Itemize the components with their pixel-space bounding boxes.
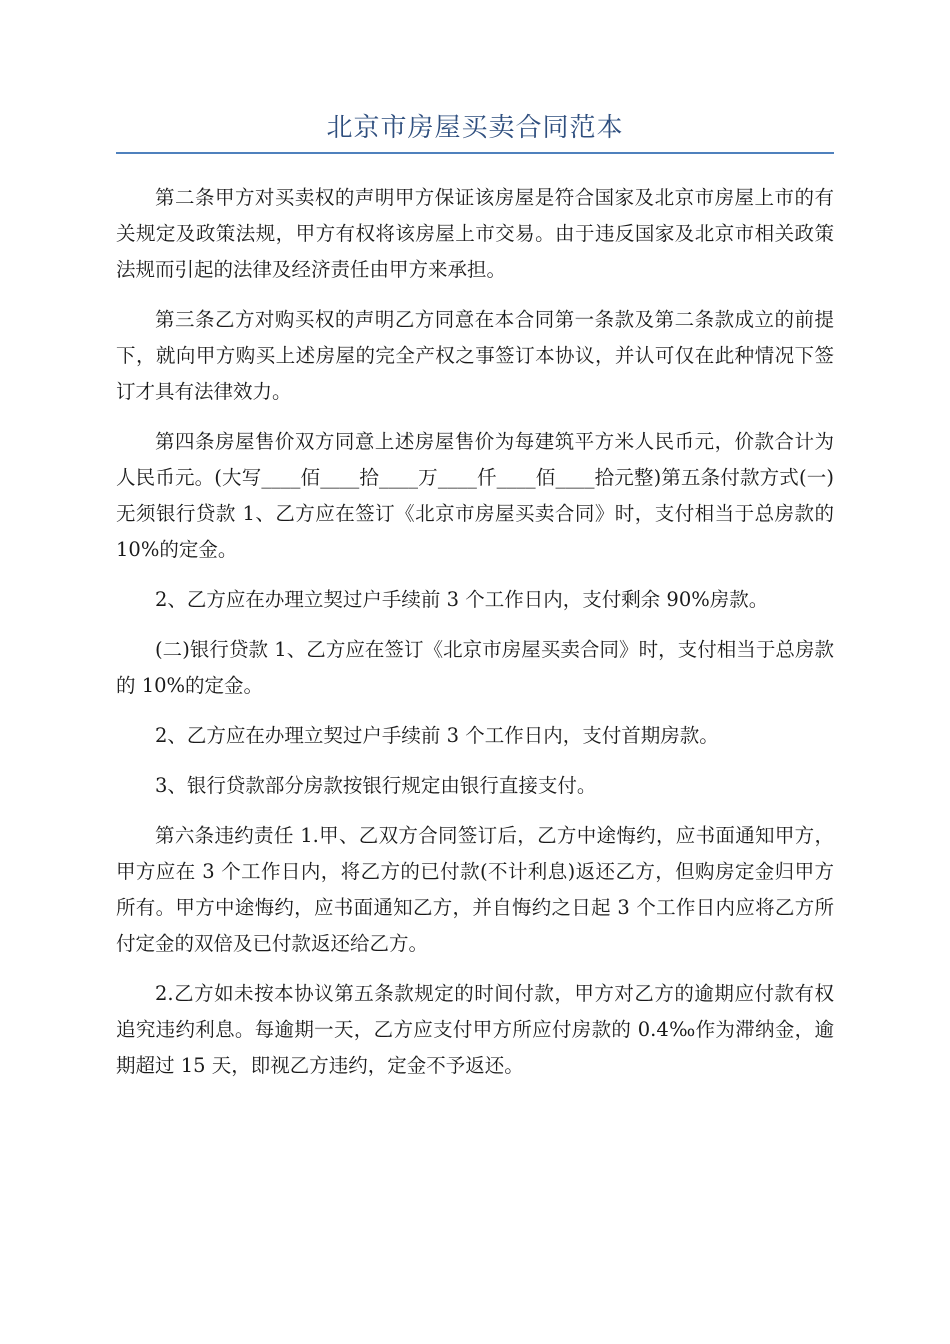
title-underline bbox=[116, 152, 834, 154]
paragraph-bank-loan: (二)银行贷款 1、乙方应在签订《北京市房屋买卖合同》时，支付相当于总房款的 10%的定金。 bbox=[116, 638, 834, 697]
paragraph-article-6: 第六条违约责任 1.甲、乙双方合同签订后，乙方中途悔约，应书面通知甲方，甲方应在 3 个工作日内，将乙方的已付款(不计利息)返还乙方，但购房定金归甲方所有。甲方中途悔约，应书面通知乙方，并自悔约之日起 3 个工作日内应将乙方所付定金的双倍及已付款返还给乙方。 bbox=[116, 824, 834, 955]
paragraph-article-3: 第三条乙方对购买权的声明乙方同意在本合同第一条款及第二条款成立的前提下，就向甲方购买上述房屋的完全产权之事签订本协议，并认可仅在此种情况下签订才具有法律效力。 bbox=[116, 308, 834, 403]
document-title: 北京市房屋买卖合同范本 bbox=[326, 113, 624, 143]
paragraph-article-2: 第二条甲方对买卖权的声明甲方保证该房屋是符合国家及北京市房屋上市的有关规定及政策法规，甲方有权将该房屋上市交易。由于违反国家及北京市相关政策法规而引起的法律及经济责任由甲方来承担。 bbox=[116, 186, 834, 281]
paragraph-first-payment: 2、乙方应在办理立契过户手续前 3 个工作日内，支付首期房款。 bbox=[155, 724, 719, 747]
document-page bbox=[116, 108, 834, 1084]
paragraph-payment-remaining: 2、乙方应在办理立契过户手续前 3 个工作日内，支付剩余 90%房款。 bbox=[155, 588, 769, 611]
paragraph-article-4-5: 第四条房屋售价双方同意上述房屋售价为每建筑平方米人民币元，价款合计为人民币元。(大写____佰____拾____万____仟____佰____拾元整)第五条付款方式(一)无须银行贷款 1、乙方应在签订《北京市房屋买卖合同》时，支付相当于总房款的 10%的定金。 bbox=[116, 430, 834, 561]
paragraph-bank-direct-pay: 3、银行贷款部分房款按银行规定由银行直接支付。 bbox=[155, 774, 597, 797]
paragraph-late-payment: 2.乙方如未按本协议第五条款规定的时间付款，甲方对乙方的逾期应付款有权追究违约利息。每逾期一天，乙方应支付甲方所应付房款的 0.4‰作为滞纳金，逾期超过 15 天，即视乙方违约，定金不予返还。 bbox=[116, 982, 834, 1077]
